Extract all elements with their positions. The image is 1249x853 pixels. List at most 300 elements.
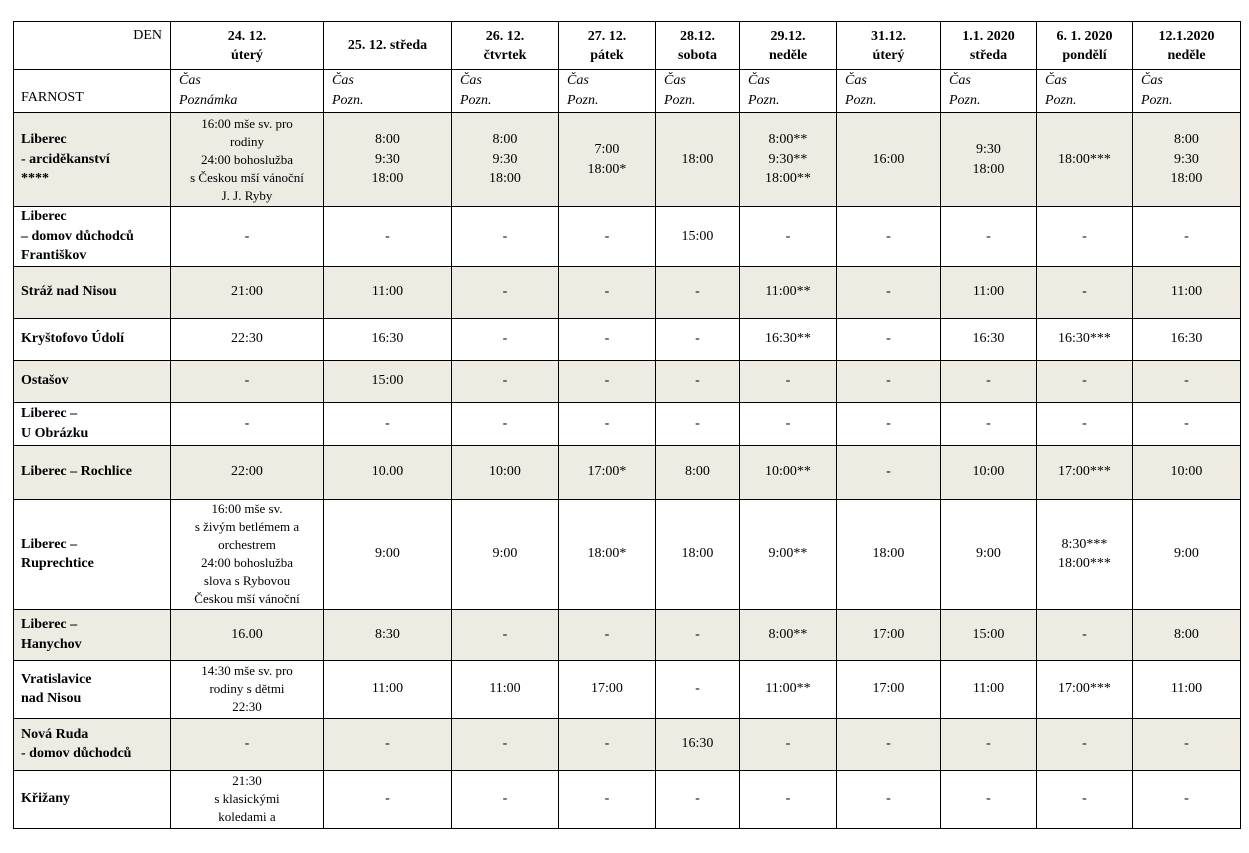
time-cell xyxy=(1037,499,1133,609)
time-cell xyxy=(324,445,452,499)
text-line: nad Nisou xyxy=(21,691,82,706)
text-line: - xyxy=(986,415,991,431)
text-line: 16:30** xyxy=(765,331,811,347)
text-line: - xyxy=(785,373,791,389)
time-cell xyxy=(559,609,656,660)
time-cell xyxy=(452,770,559,828)
text-line: Čas xyxy=(949,73,971,88)
text-line: - xyxy=(886,736,891,752)
text-line: Čas xyxy=(332,73,354,88)
day-name: úterý xyxy=(872,47,905,63)
text-line: - xyxy=(604,373,610,389)
parish-row xyxy=(14,266,1241,318)
text-line: 8:30*** xyxy=(1061,536,1108,552)
parish-row xyxy=(14,718,1241,770)
time-cell xyxy=(1133,402,1241,445)
text-line: - xyxy=(695,681,700,697)
day-name: úterý xyxy=(231,47,263,63)
day-header xyxy=(656,22,740,70)
time-cell xyxy=(837,318,941,360)
time-cell xyxy=(941,660,1037,718)
day-date: 25. 12. středa xyxy=(347,38,428,53)
time-cell xyxy=(740,445,837,499)
day-header xyxy=(1037,22,1133,70)
time-cell xyxy=(1133,318,1241,360)
text-line: 17:00 xyxy=(872,681,905,697)
text-line: 9:30 xyxy=(492,151,518,167)
time-cell xyxy=(656,318,740,360)
time-cell xyxy=(324,402,452,445)
text-line: - xyxy=(695,331,700,347)
time-cell xyxy=(740,660,837,718)
text-line: - xyxy=(695,415,700,431)
text-line: 9:00 xyxy=(375,546,400,562)
den-label: DEN xyxy=(14,22,171,70)
time-cell xyxy=(171,360,324,402)
parish-name xyxy=(14,445,171,499)
time-cell xyxy=(1133,718,1241,770)
time-cell xyxy=(171,113,324,207)
time-cell xyxy=(837,609,941,660)
time-cell xyxy=(740,770,837,828)
text-line: 18:00 xyxy=(489,171,521,187)
time-cell xyxy=(740,360,837,402)
text-line: - xyxy=(604,415,610,431)
time-cell xyxy=(1037,660,1133,718)
time-cell xyxy=(171,318,324,360)
text-line: 14:30 mše sv. pro xyxy=(201,663,293,678)
time-cell xyxy=(1037,207,1133,267)
time-cell xyxy=(452,499,559,609)
time-cell xyxy=(452,207,559,267)
time-cell xyxy=(941,499,1037,609)
text-line: 8:00** xyxy=(768,132,808,148)
text-line: - xyxy=(986,228,991,244)
text-line: - xyxy=(1082,791,1087,807)
text-line: koledami a xyxy=(218,809,276,824)
text-line: - xyxy=(886,284,891,300)
text-line: 10:00 xyxy=(1170,464,1203,480)
text-line: 8:30 xyxy=(375,626,400,642)
time-cell xyxy=(452,318,559,360)
parish-row xyxy=(14,360,1241,402)
text-line: 9:00** xyxy=(768,546,808,562)
text-line: rodiny s dětmi xyxy=(209,681,285,696)
text-line: 10.00 xyxy=(371,464,404,480)
time-cell xyxy=(656,113,740,207)
text-line: s živým betlémem a xyxy=(194,519,300,534)
day-date: 31.12. xyxy=(871,28,906,44)
text-line: **** xyxy=(21,171,49,187)
day-name: neděle xyxy=(1167,47,1206,63)
day-header xyxy=(171,22,324,70)
time-cell xyxy=(837,718,941,770)
time-cell xyxy=(324,113,452,207)
text-line: Stráž nad Nisou xyxy=(21,284,117,300)
text-line: - xyxy=(1184,373,1189,389)
text-line: 22:30 xyxy=(231,331,263,347)
time-cell xyxy=(1133,266,1241,318)
parish-row xyxy=(14,660,1241,718)
column-subheader xyxy=(324,70,452,113)
text-line: orchestrem xyxy=(218,537,276,552)
text-line: Kryštofovo Údolí xyxy=(21,331,125,347)
text-line: J. J. Ryby xyxy=(221,187,273,203)
text-line: - xyxy=(502,331,508,347)
time-cell xyxy=(324,318,452,360)
time-cell xyxy=(171,660,324,718)
text-line: 17:00 xyxy=(872,626,905,642)
time-cell xyxy=(656,445,740,499)
column-subheader xyxy=(837,70,941,113)
text-line: - xyxy=(886,228,891,244)
text-line: - xyxy=(695,626,700,642)
time-cell xyxy=(837,113,941,207)
time-cell xyxy=(941,207,1037,267)
parish-row xyxy=(14,207,1241,267)
text-line: Liberec xyxy=(21,132,67,148)
text-line: Čas xyxy=(567,73,589,88)
text-line: s klasickými xyxy=(214,791,280,806)
text-line: Liberec – xyxy=(21,406,78,421)
text-line: - xyxy=(785,736,791,752)
text-line: Pozn. xyxy=(845,92,877,108)
day-name: středa xyxy=(969,47,1008,63)
time-cell xyxy=(452,445,559,499)
mass-schedule-table xyxy=(13,21,1241,829)
text-line: 17:00*** xyxy=(1058,464,1111,480)
time-cell xyxy=(740,207,837,267)
time-cell xyxy=(656,770,740,828)
text-line: 16.00 xyxy=(231,626,263,642)
text-line: 15:00 xyxy=(371,373,404,389)
column-subheader xyxy=(656,70,740,113)
time-cell xyxy=(1037,318,1133,360)
text-line: - xyxy=(1082,415,1087,431)
text-line: - xyxy=(1184,228,1189,244)
text-line: U Obrázku xyxy=(21,425,89,441)
text-line: - xyxy=(385,736,390,752)
time-cell xyxy=(941,113,1037,207)
text-line: 18:00 xyxy=(681,151,714,167)
text-line: - domov důchodců xyxy=(21,746,132,761)
time-cell xyxy=(740,402,837,445)
time-cell xyxy=(1133,499,1241,609)
text-line: 17:00* xyxy=(587,464,627,480)
text-line: - xyxy=(695,791,700,807)
time-cell xyxy=(1037,609,1133,660)
parish-name xyxy=(14,770,171,828)
text-line: - xyxy=(244,736,250,752)
text-line: - xyxy=(604,331,610,347)
text-line: 18:00* xyxy=(587,546,627,562)
time-cell xyxy=(837,660,941,718)
text-line: Čas xyxy=(179,73,201,88)
text-line: - xyxy=(244,415,250,431)
text-line: 18:00 xyxy=(681,546,714,562)
parish-row xyxy=(14,770,1241,828)
text-line: 16:30 xyxy=(972,331,1005,347)
text-line: - xyxy=(886,464,891,480)
time-cell xyxy=(1037,266,1133,318)
farnost-label: FARNOST xyxy=(14,70,171,113)
time-cell xyxy=(452,360,559,402)
day-date: 28.12. xyxy=(680,28,715,44)
time-cell xyxy=(1133,445,1241,499)
text-line: - xyxy=(1082,284,1087,300)
time-cell xyxy=(1133,770,1241,828)
time-cell xyxy=(559,113,656,207)
text-line: - xyxy=(604,284,610,300)
text-line: - xyxy=(695,373,700,389)
time-cell xyxy=(559,266,656,318)
text-line: - xyxy=(502,736,508,752)
text-line: - xyxy=(886,791,891,807)
time-cell xyxy=(1133,609,1241,660)
text-line: - xyxy=(1184,791,1189,807)
text-line: Pozn. xyxy=(460,92,492,108)
schedule-body xyxy=(14,22,1241,829)
time-cell xyxy=(452,402,559,445)
column-subheader xyxy=(559,70,656,113)
time-cell xyxy=(1133,360,1241,402)
text-line: 8:00 xyxy=(492,132,518,148)
time-cell xyxy=(171,207,324,267)
text-line: 11:00 xyxy=(371,681,404,697)
parish-name xyxy=(14,266,171,318)
text-line: - xyxy=(604,736,610,752)
text-line: 11:00 xyxy=(972,284,1005,300)
text-line: Liberec – xyxy=(21,617,78,632)
day-name: čtvrtek xyxy=(483,47,527,63)
text-line: - xyxy=(1184,736,1189,752)
parish-name xyxy=(14,660,171,718)
time-cell xyxy=(452,609,559,660)
text-line: 15:00 xyxy=(972,626,1005,642)
text-line: Ruprechtice xyxy=(21,556,94,571)
time-cell xyxy=(559,207,656,267)
time-cell xyxy=(324,609,452,660)
text-line: 9:30 xyxy=(976,142,1001,157)
text-line: s Českou mší vánoční xyxy=(190,169,304,185)
text-line: Vratislavice xyxy=(21,671,92,687)
text-line: 18:00*** xyxy=(1058,151,1111,167)
text-line: Pozn. xyxy=(1141,92,1173,108)
time-cell xyxy=(559,318,656,360)
text-line: Českou mší vánoční xyxy=(194,591,300,606)
text-line: - xyxy=(502,284,508,300)
time-cell xyxy=(740,718,837,770)
day-header xyxy=(837,22,941,70)
time-cell xyxy=(837,445,941,499)
text-line: Čas xyxy=(748,73,770,88)
day-header xyxy=(324,22,452,70)
time-cell xyxy=(656,609,740,660)
day-date: 29.12. xyxy=(770,28,806,44)
time-cell xyxy=(837,207,941,267)
time-cell xyxy=(656,360,740,402)
time-cell xyxy=(171,266,324,318)
text-line: 11:00** xyxy=(765,681,811,697)
time-cell xyxy=(941,402,1037,445)
text-line: - xyxy=(1082,228,1087,244)
text-line: 11:00 xyxy=(1170,681,1203,697)
parish-row xyxy=(14,113,1241,207)
time-cell xyxy=(656,718,740,770)
text-line: 17:00 xyxy=(591,681,623,697)
column-subheader xyxy=(452,70,559,113)
text-line: 7:00 xyxy=(594,142,620,157)
time-cell xyxy=(1133,660,1241,718)
text-line: 22:30 xyxy=(232,699,262,714)
day-date: 6. 1. 2020 xyxy=(1056,28,1113,44)
text-line: 18:00 xyxy=(972,161,1005,177)
text-line: - xyxy=(604,626,610,642)
time-cell xyxy=(171,770,324,828)
text-line: 10:00** xyxy=(765,464,811,480)
time-cell xyxy=(1037,445,1133,499)
text-line: Čas xyxy=(664,73,686,88)
time-cell xyxy=(941,360,1037,402)
text-line: - xyxy=(986,791,991,807)
day-header xyxy=(740,22,837,70)
text-line: Liberec – Rochlice xyxy=(21,464,132,480)
time-cell xyxy=(324,360,452,402)
text-line: - xyxy=(695,284,700,300)
text-line: 9:30 xyxy=(375,151,400,167)
day-date: 1.1. 2020 xyxy=(962,28,1015,44)
text-line: Františkov xyxy=(21,248,87,263)
text-line: 17:00*** xyxy=(1058,681,1111,697)
time-cell xyxy=(324,718,452,770)
text-line: slova s Rybovou xyxy=(203,573,291,588)
text-line: 9:00 xyxy=(492,546,518,562)
text-line: - xyxy=(1082,373,1087,389)
time-cell xyxy=(656,499,740,609)
text-line: Nová Ruda xyxy=(21,726,89,742)
column-subheader xyxy=(1133,70,1241,113)
text-line: - xyxy=(785,415,791,431)
text-line: Liberec xyxy=(21,209,67,224)
time-cell xyxy=(559,499,656,609)
time-cell xyxy=(559,660,656,718)
time-cell xyxy=(452,660,559,718)
time-cell xyxy=(656,207,740,267)
text-line: - xyxy=(886,415,891,431)
text-line: - xyxy=(785,791,791,807)
time-cell xyxy=(740,318,837,360)
text-line: - arciděkanství xyxy=(21,151,110,167)
text-line: 16:30 xyxy=(371,331,404,347)
text-line: 8:00 xyxy=(375,132,400,148)
text-line: 24:00 bohoslužba xyxy=(200,555,294,570)
time-cell xyxy=(656,266,740,318)
time-cell xyxy=(452,113,559,207)
day-header xyxy=(941,22,1037,70)
time-cell xyxy=(171,609,324,660)
text-line: 18:00 xyxy=(371,171,404,187)
column-subheader xyxy=(1037,70,1133,113)
text-line: Čas xyxy=(1045,73,1067,88)
header-row xyxy=(14,22,1241,70)
text-line: Liberec – xyxy=(21,536,78,552)
text-line: - xyxy=(385,228,390,244)
time-cell xyxy=(559,402,656,445)
parish-row xyxy=(14,445,1241,499)
time-cell xyxy=(1133,113,1241,207)
text-line: - xyxy=(502,373,508,389)
time-cell xyxy=(1133,207,1241,267)
time-cell xyxy=(941,445,1037,499)
text-line: 22:00 xyxy=(231,464,263,480)
text-line: - xyxy=(986,736,991,752)
text-line: Hanychov xyxy=(21,636,82,652)
time-cell xyxy=(941,318,1037,360)
time-cell xyxy=(171,718,324,770)
text-line: 16:00 mše sv. xyxy=(211,501,283,516)
time-cell xyxy=(324,266,452,318)
time-cell xyxy=(656,402,740,445)
text-line: Pozn. xyxy=(949,92,981,108)
day-name: neděle xyxy=(768,47,808,63)
text-line: rodiny xyxy=(230,133,264,149)
text-line: 18:00* xyxy=(587,161,627,177)
text-line: Pozn. xyxy=(664,92,696,108)
day-date: 26. 12. xyxy=(485,28,525,44)
text-line: 9:00 xyxy=(1174,546,1199,562)
day-header xyxy=(452,22,559,70)
time-cell xyxy=(559,445,656,499)
time-cell xyxy=(559,360,656,402)
text-line: 10:00 xyxy=(972,464,1005,480)
text-line: 9:30 xyxy=(1174,151,1199,167)
text-line: 9:30** xyxy=(768,151,808,167)
time-cell xyxy=(941,718,1037,770)
text-line: 16:00 mše sv. pro xyxy=(201,115,293,131)
text-line: 18:00 xyxy=(872,546,905,562)
time-cell xyxy=(324,770,452,828)
text-line: - xyxy=(1082,736,1087,752)
day-date: 24. 12. xyxy=(227,28,267,44)
time-cell xyxy=(740,609,837,660)
parish-name xyxy=(14,609,171,660)
time-cell xyxy=(1037,718,1133,770)
text-line: Pozn. xyxy=(1045,92,1077,108)
time-cell xyxy=(171,499,324,609)
text-line: Čas xyxy=(460,73,482,88)
time-cell xyxy=(452,266,559,318)
text-line: 18:00*** xyxy=(1058,556,1111,571)
time-cell xyxy=(324,499,452,609)
text-line: Čas xyxy=(1141,73,1163,88)
text-line: - xyxy=(986,373,991,389)
text-line: 24:00 bohoslužba xyxy=(200,151,294,167)
time-cell xyxy=(1037,402,1133,445)
time-cell xyxy=(837,499,941,609)
text-line: - xyxy=(502,415,508,431)
parish-row xyxy=(14,499,1241,609)
text-line: - xyxy=(244,373,250,389)
text-line: 16:30 xyxy=(681,736,714,752)
time-cell xyxy=(941,609,1037,660)
time-cell xyxy=(740,266,837,318)
text-line: - xyxy=(385,415,390,431)
parish-name xyxy=(14,718,171,770)
text-line: Čas xyxy=(845,73,867,88)
text-line: 8:00 xyxy=(685,464,710,480)
day-header xyxy=(1133,22,1241,70)
day-header xyxy=(559,22,656,70)
